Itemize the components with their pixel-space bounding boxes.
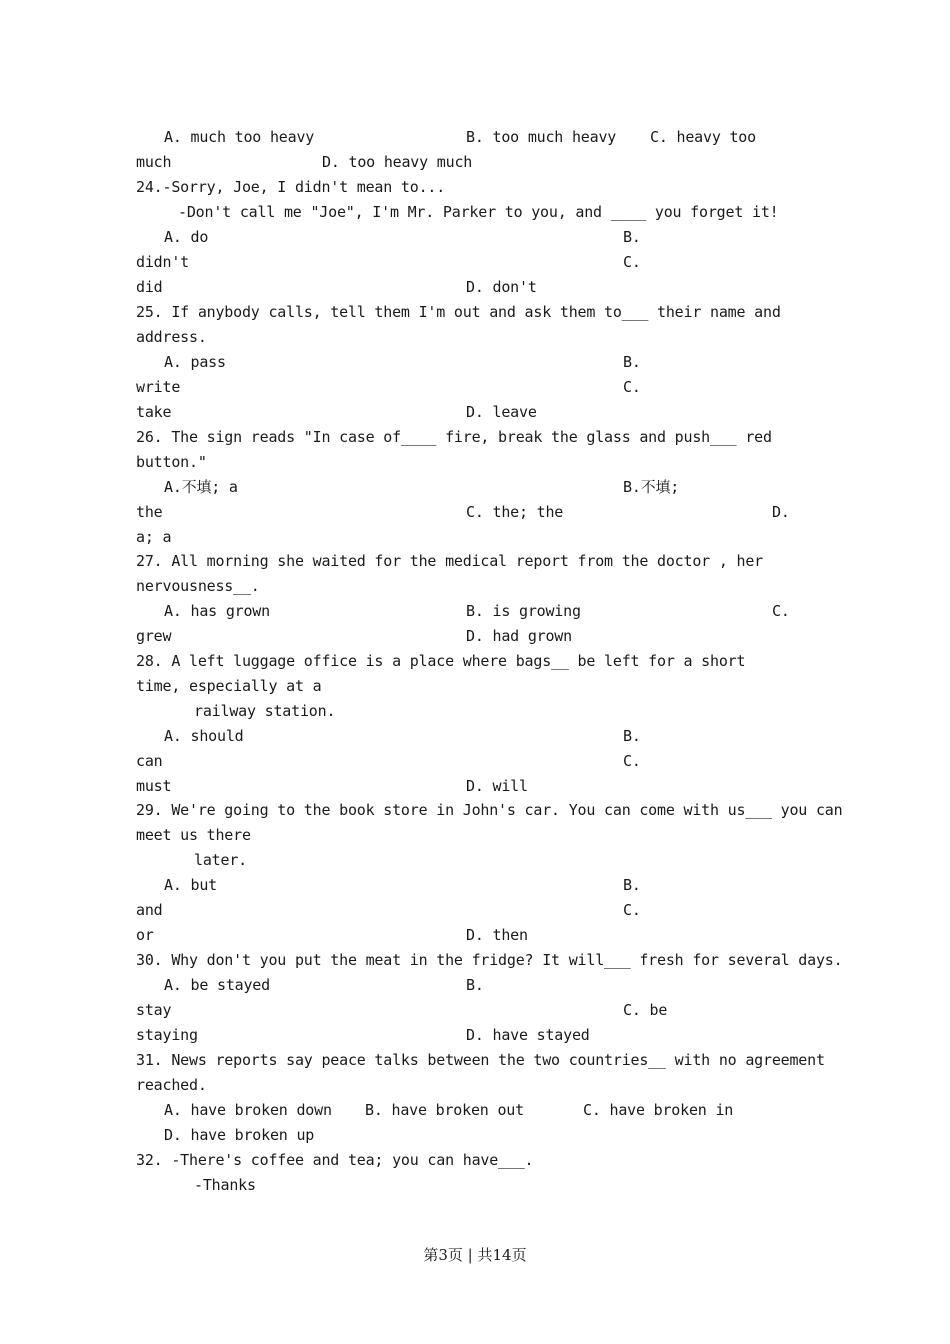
text-line: C. the; the (466, 503, 564, 521)
text-line: A. but (164, 876, 217, 894)
text-line: much (136, 153, 172, 171)
text-line: B. too much heavy (466, 128, 617, 146)
text-line: A. have broken down (164, 1101, 332, 1119)
text-line: 32. -There's coffee and tea; you can have___. (136, 1151, 534, 1169)
text-line: 28. A left luggage office is a place where bags__ be left for a short (136, 652, 746, 670)
text-line: or (136, 926, 154, 944)
text-line: did (136, 278, 163, 296)
text-line: D. will (466, 777, 528, 795)
text-line: -Thanks (194, 1176, 256, 1194)
text-line: 31. News reports say peace talks between the two countries__ with no agreement (136, 1051, 825, 1069)
text-line: B. is growing (466, 602, 581, 620)
text-line: C. have broken in (583, 1101, 734, 1119)
text-line: must (136, 777, 172, 795)
text-line: railway station. (194, 702, 336, 720)
text-line: A. pass (164, 353, 226, 371)
text-line: 24.-Sorry, Joe, I didn't mean to... (136, 178, 446, 196)
text-line: A. do (164, 228, 209, 246)
text-line: C. (772, 602, 790, 620)
text-line: A. has grown (164, 602, 270, 620)
text-line: B. (623, 876, 641, 894)
text-line: C. be (623, 1001, 668, 1019)
text-line: stay (136, 1001, 172, 1019)
text-line: C. (623, 901, 641, 919)
page-footer: 第3页 | 共14页 (423, 1246, 527, 1264)
text-line: and (136, 901, 163, 919)
text-line: address. (136, 328, 207, 346)
text-line: 29. We're going to the book store in John's car. You can come with us___ you can (136, 801, 843, 819)
text-line: 30. Why don't you put the meat in the fridge? It will___ fresh for several days. (136, 951, 843, 969)
text-line: C. heavy too (650, 128, 756, 146)
text-line: -Don't call me "Joe", I'm Mr. Parker to you, and ____ you forget it! (178, 203, 779, 221)
text-line: button." (136, 453, 207, 471)
text-line: write (136, 378, 181, 396)
text-line: B. (623, 727, 641, 745)
text-line: C. (623, 253, 641, 271)
text-line: take (136, 403, 172, 421)
text-line: can (136, 752, 163, 770)
text-line: 26. The sign reads "In case of____ fire, break the glass and push___ red (136, 428, 772, 446)
text-line: grew (136, 627, 172, 645)
text-line: nervousness__. (136, 577, 260, 595)
text-line: staying (136, 1026, 198, 1044)
text-line: B. (466, 976, 484, 994)
text-line: the (136, 503, 163, 521)
text-line: reached. (136, 1076, 207, 1094)
text-line: D. have broken up (164, 1126, 315, 1144)
text-line: A. be stayed (164, 976, 270, 994)
text-line: B.不填; (623, 478, 680, 496)
text-line: time, especially at a (136, 677, 322, 695)
text-line: D. leave (466, 403, 537, 421)
text-line: A.不填; a (164, 478, 238, 496)
text-line: B. (623, 353, 641, 371)
text-line: D. have stayed (466, 1026, 590, 1044)
text-line: D. (772, 503, 790, 521)
text-line: D. too heavy much (322, 153, 473, 171)
text-line: A. much too heavy (164, 128, 315, 146)
text-line: C. (623, 752, 641, 770)
text-line: C. (623, 378, 641, 396)
text-line: 25. If anybody calls, tell them I'm out and ask them to___ their name and (136, 303, 781, 321)
text-line: B. have broken out (365, 1101, 524, 1119)
text-line: A. should (164, 727, 244, 745)
text-line: D. don't (466, 278, 537, 296)
text-line: later. (194, 851, 247, 869)
text-line: 27. All morning she waited for the medical report from the doctor , her (136, 552, 763, 570)
text-line: D. had grown (466, 627, 572, 645)
text-line: didn't (136, 253, 189, 271)
text-line: B. (623, 228, 641, 246)
text-line: meet us there (136, 826, 251, 844)
text-line: D. then (466, 926, 528, 944)
text-line: a; a (136, 528, 172, 546)
